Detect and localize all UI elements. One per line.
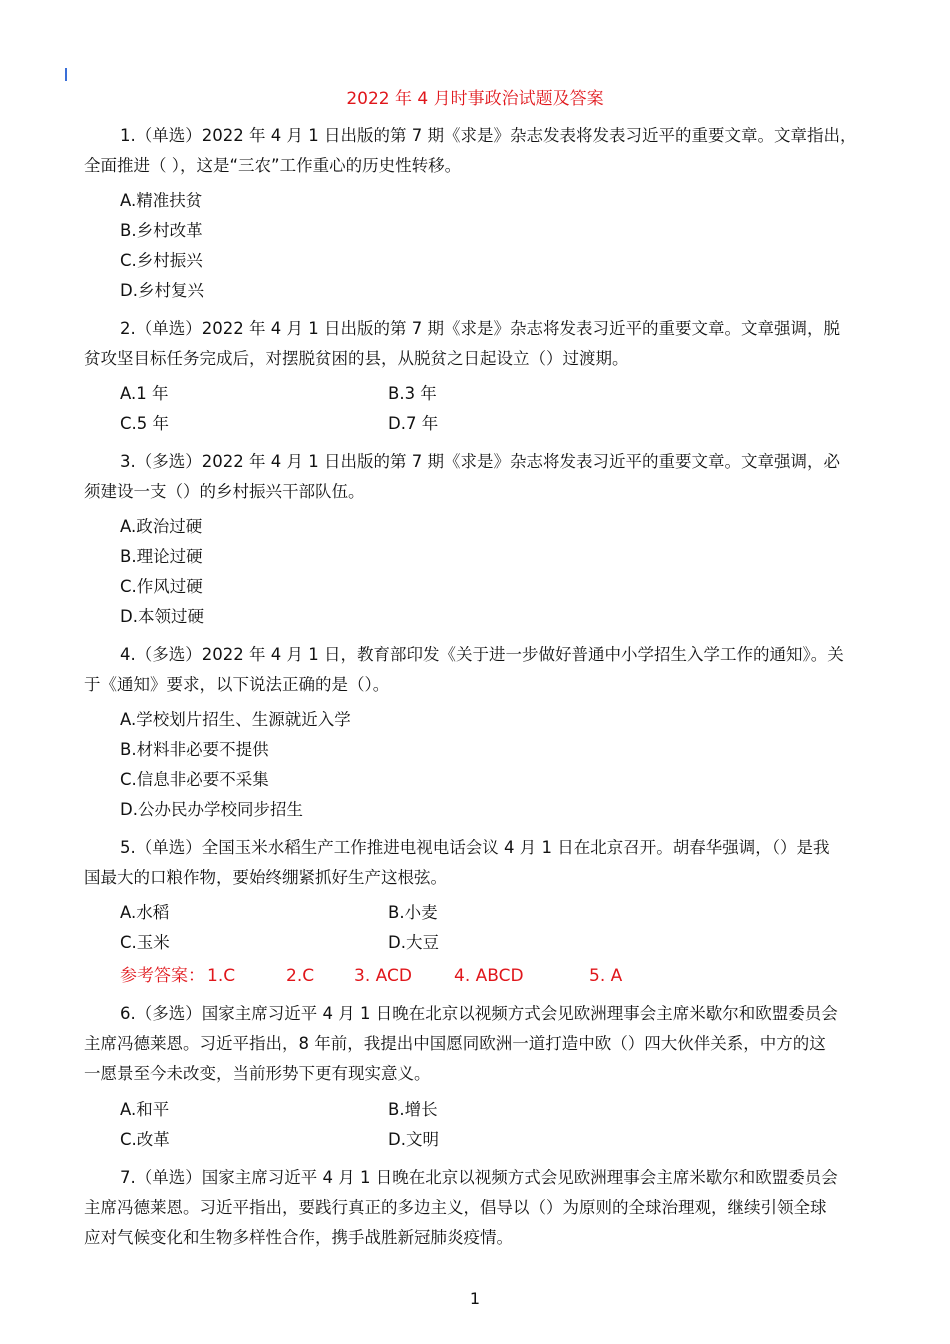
q3-option-c: C.作风过硬 [120,577,203,596]
q6-option-d: D.文明 [388,1130,439,1149]
q2-option-c: C.5 年 [120,414,170,433]
q6-option-a: A.和平 [120,1100,170,1119]
q5-stem-line2: 国最大的口粮作物，要始终绷紧抓好生产这根弦。 [84,868,447,887]
q1-option-a: A.精准扶贫 [120,191,203,210]
document-title: 2022 年 4 月时事政治试题及答案 [346,89,604,109]
q5-stem-line1: 5.（单选）全国玉米水稻生产工作推进电视电话会议 4 月 1 日在北京召开。胡春华强调，（）是我 [120,838,830,857]
q7-stem-line3: 应对气候变化和生物多样性合作，携手战胜新冠肺炎疫情。 [84,1228,513,1247]
q3-option-a: A.政治过硬 [120,517,203,536]
text-cursor-icon [65,68,67,81]
q7-stem-line2: 主席冯德莱恩。习近平指出，要践行真正的多边主义，倡导以（）为原则的全球治理观，继续引领全球 [84,1198,827,1217]
q1-stem-line1: 1.（单选）2022 年 4 月 1 日出版的第 7 期《求是》杂志发表将发表习近平的重要文章。文章指出， [120,126,857,145]
q4-stem-line2: 于《通知》要求，以下说法正确的是（）。 [84,675,390,694]
answer-5: 5. A [589,966,623,986]
answer-label: 参考答案： [120,966,205,986]
q3-option-d: D.本领过硬 [120,607,204,626]
q5-option-d: D.大豆 [388,933,439,952]
q5-option-c: C.玉米 [120,933,170,952]
q4-stem-line1: 4.（多选）2022 年 4 月 1 日，教育部印发《关于进一步做好普通中小学招生入学工作的通知》。关 [120,645,844,664]
q6-stem-line1: 6.（多选）国家主席习近平 4 月 1 日晚在北京以视频方式会见欧洲理事会主席米歇尔和欧盟委员会 [120,1004,838,1023]
q7-stem-line1: 7.（单选）国家主席习近平 4 月 1 日晚在北京以视频方式会见欧洲理事会主席米歇尔和欧盟委员会 [120,1168,838,1187]
q1-option-d: D.乡村复兴 [120,281,204,300]
q6-option-c: C.改革 [120,1130,170,1149]
q3-stem-line2: 须建设一支（）的乡村振兴干部队伍。 [84,482,365,501]
q1-option-c: C.乡村振兴 [120,251,203,270]
answer-1: 1.C [207,966,236,986]
answer-4: 4. ABCD [454,966,524,986]
q3-stem-line1: 3.（多选）2022 年 4 月 1 日出版的第 7 期《求是》杂志将发表习近平的重要文章。文章强调，必 [120,452,840,471]
q2-option-b: B.3 年 [388,384,437,403]
q3-option-b: B.理论过硬 [120,547,203,566]
q1-stem-line2: 全面推进（ ），这是“三农”工作重心的历史性转移。 [84,156,462,175]
q4-option-d: D.公办民办学校同步招生 [120,800,303,819]
answer-2: 2.C [286,966,315,986]
q1-option-b: B.乡村改革 [120,221,203,240]
q2-option-a: A.1 年 [120,384,169,403]
q4-option-b: B.材料非必要不提供 [120,740,269,759]
q6-stem-line3: 一愿景至今未改变，当前形势下更有现实意义。 [84,1064,431,1083]
q6-option-b: B.增长 [388,1100,438,1119]
q2-stem-line2: 贫攻坚目标任务完成后，对摆脱贫困的县，从脱贫之日起设立（）过渡期。 [84,349,629,368]
q6-stem-line2: 主席冯德莱恩。习近平指出，8 年前，我提出中国愿同欧洲一道打造中欧（）四大伙伴关系，中方的这 [84,1034,826,1053]
page-number: 1 [469,1289,481,1308]
q4-option-c: C.信息非必要不采集 [120,770,269,789]
q2-stem-line1: 2.（单选）2022 年 4 月 1 日出版的第 7 期《求是》杂志将发表习近平的重要文章。文章强调，脱 [120,319,840,338]
q2-option-d: D.7 年 [388,414,439,433]
q5-option-b: B.小麦 [388,903,438,922]
q4-option-a: A.学校划片招生、生源就近入学 [120,710,351,729]
answer-3: 3. ACD [354,966,412,986]
q5-option-a: A.水稻 [120,903,170,922]
